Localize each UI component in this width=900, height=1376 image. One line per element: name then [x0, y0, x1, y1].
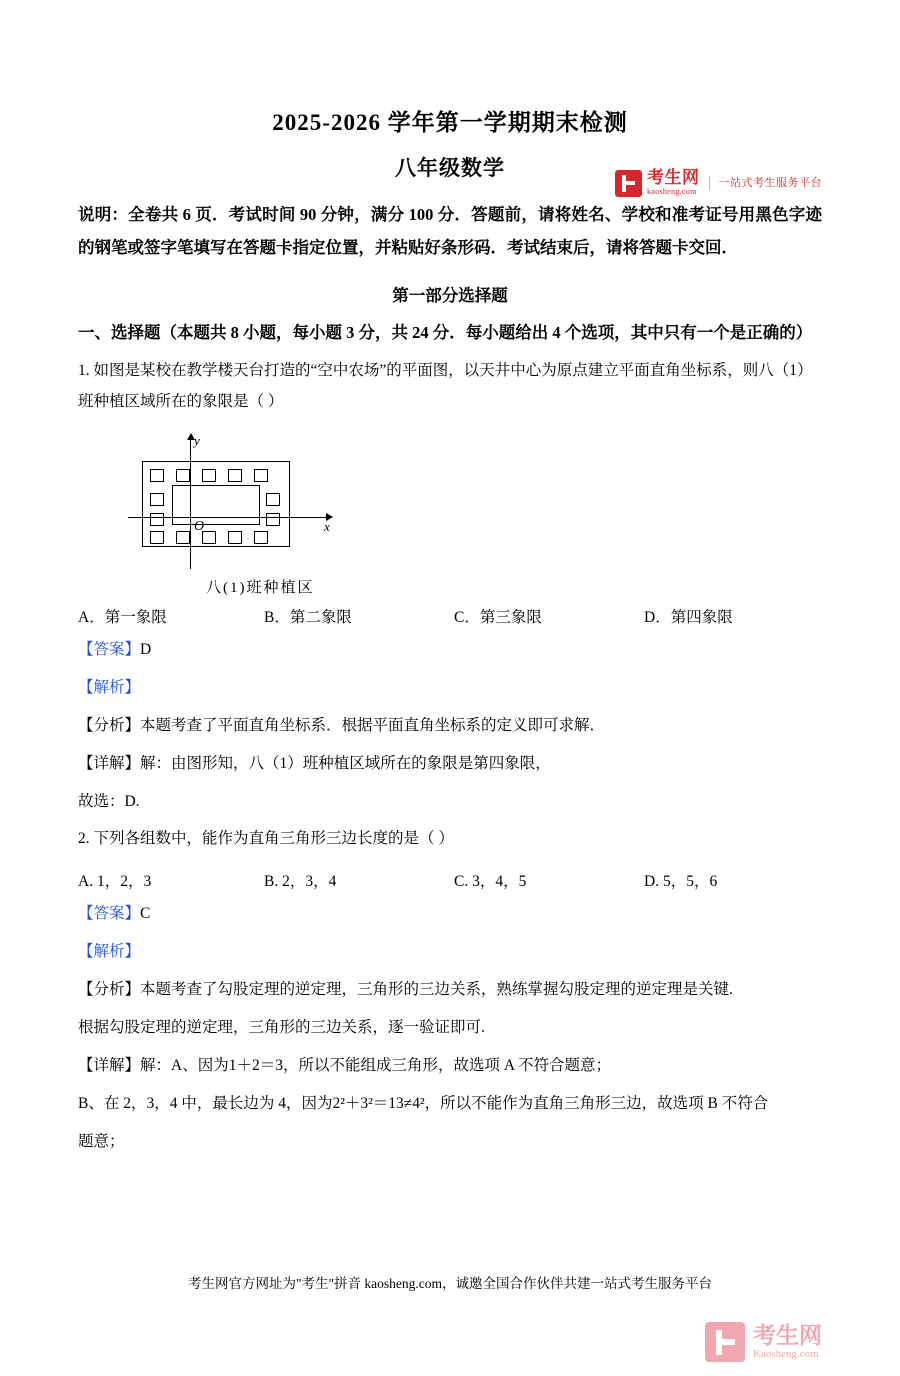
- watermark-text: [753, 1323, 822, 1361]
- question-2-stem: 2. 下列各组数中，能作为直角三角形三边长度的是（ ）: [78, 829, 454, 847]
- logo-name-cn: 考生网: [647, 168, 700, 187]
- plot-cell: [202, 469, 216, 482]
- plot-cell: [150, 531, 164, 544]
- part-title: 第一部分选择题: [392, 286, 508, 305]
- page-subtitle: 八年级数学: [395, 156, 505, 180]
- exam-instructions: 说明：全卷共 6 页．考试时间 90 分钟，满分 100 分．答题前，请将姓名、学校和准考证号用黑色字迹的钢笔或签字笔填写在答题卡指定位置，并粘贴好条形码．考试结束后，请将答题卡交回．: [78, 205, 822, 257]
- question-1-xiangjie: 【详解】解：由图形知，八（1）班种植区域所在的象限是第四象限，: [78, 754, 551, 772]
- plot-cell: [228, 469, 242, 482]
- plot-cell: [266, 493, 280, 506]
- plot-cell: [176, 531, 190, 544]
- question-1-fenxi: 【分析】本题考查了平面直角坐标系．根据平面直角坐标系的定义即可求解．: [78, 716, 606, 734]
- option-c[interactable]: C. 3，4，5: [454, 873, 527, 890]
- question-2-fenxi-cont: 根据勾股定理的逆定理，三角形的三边关系，逐一验证即可.: [78, 1019, 485, 1036]
- watermark-mark-icon: [705, 1322, 745, 1362]
- option-a[interactable]: A. 1，2，3: [78, 873, 152, 890]
- answer-label: 【答案】: [78, 640, 141, 658]
- plot-cell: [266, 513, 280, 526]
- option-c[interactable]: C．第三象限: [454, 608, 542, 626]
- question-1-answer: [78, 634, 822, 665]
- question-1-stem: 1. 如图是某校在教学楼天台打造的“空中农场”的平面图，以天井中心为原点建立平面直角坐标系，则八（1）班种植区域所在的象限是（ ）: [78, 362, 813, 410]
- question-2-answer: [78, 898, 822, 929]
- question-2-xiangjie-a: 【详解】解：A、因为1＋2＝3，所以不能组成三角形，故选项 A 不符合题意；: [78, 1057, 612, 1074]
- question-1-figure: [128, 433, 368, 575]
- answer-label: 【答案】: [78, 905, 141, 922]
- logo-tagline: 一站式考生服务平台: [709, 176, 823, 190]
- x-axis-label: x: [324, 518, 330, 534]
- xiangjie-b-formula: 2²＋3²＝13≠4²: [332, 1095, 425, 1112]
- question-2-xiangjie-b: [78, 1088, 822, 1119]
- logo-name-en: kaosheng.com: [647, 187, 697, 196]
- page-footer: 考生网官方网址为"考生"拼音 kaosheng.com，诚邀全国合作伙伴共建一站式考生服务平台: [187, 1276, 712, 1291]
- logo-text: [647, 169, 700, 197]
- watermark-name-cn: 考生网: [753, 1323, 822, 1348]
- watermark-name-en: Kaosheng.com: [753, 1348, 819, 1360]
- plot-cell: [176, 469, 190, 482]
- question-1-figure-caption: 八(1)班种植区: [206, 579, 315, 596]
- xiangjie-b-post: ，所以不能作为直角三角形三边，故选项 B 不符合: [424, 1095, 769, 1112]
- y-axis-label: y: [194, 432, 200, 448]
- answer-value: C: [140, 905, 151, 922]
- plot-cell: [150, 469, 164, 482]
- option-b[interactable]: B．第二象限: [264, 608, 352, 626]
- option-b[interactable]: B. 2，3，4: [264, 873, 337, 890]
- plot-cell: [254, 531, 268, 544]
- logo-mark-icon: [615, 170, 642, 197]
- page-title: 2025-2026 学年第一学期期末检测: [272, 110, 628, 135]
- option-d[interactable]: D. 5，5，6: [644, 873, 718, 890]
- question-2-analysis-label: 【解析】: [78, 943, 141, 960]
- watermark: [705, 1322, 822, 1362]
- site-logo: [615, 166, 822, 200]
- exam-page: [0, 104, 900, 1376]
- question-1-conclusion: 故选：D.: [78, 792, 140, 810]
- plot-cell: [202, 531, 216, 544]
- origin-label: O: [194, 518, 205, 534]
- question-1-options: [78, 605, 822, 627]
- question-2-options: [78, 869, 822, 891]
- section-heading: 一、选择题（本题共 8 小题，每小题 3 分，共 24 分．每小题给出 4 个选项，其中只有一个是正确的）: [78, 323, 813, 342]
- question-2-fenxi: 【分析】本题考查了勾股定理的逆定理，三角形的三边关系，熟练掌握勾股定理的逆定理是关键.: [78, 981, 733, 998]
- option-d[interactable]: D．第四象限: [644, 608, 733, 626]
- courtyard-inner-boundary: [172, 485, 260, 525]
- plot-cell: [254, 469, 268, 482]
- plot-cell: [150, 513, 164, 526]
- plot-cell: [150, 493, 164, 506]
- question-1-analysis-label: 【解析】: [78, 678, 141, 696]
- answer-value: D: [140, 640, 152, 658]
- question-2-xiangjie-b-cont: 题意；: [78, 1133, 125, 1150]
- xiangjie-b-pre: B、在 2，3，4 中，最长边为 4，因为: [78, 1095, 333, 1112]
- plot-cell: [228, 531, 242, 544]
- option-a[interactable]: A．第一象限: [78, 608, 167, 626]
